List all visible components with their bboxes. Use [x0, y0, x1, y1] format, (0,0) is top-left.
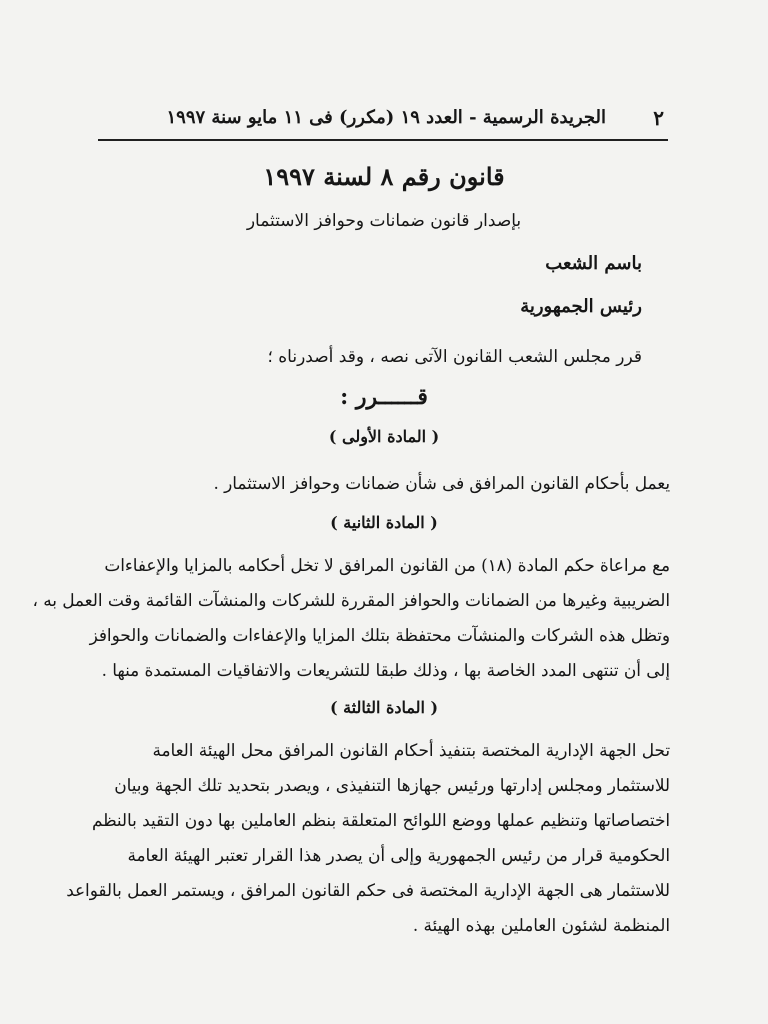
article-1-heading: ( المادة الأولى ) [328, 427, 440, 446]
in-name-of-people-heading: باسم الشعب [545, 253, 642, 274]
law-title: قانون رقم ٨ لسنة ١٩٩٧ [263, 162, 505, 191]
article-1-line: يعمل بأحكام القانون المرافق فى شأن ضمانات وحوافز الاستثمار . [213, 473, 670, 493]
article-3-heading: ( المادة الثالثة ) [329, 698, 439, 717]
article-3-line: اختصاصاتها وتنظيم عملها ووضع اللوائح المتعلقة بنظم العاملين بها دون التقيد بالنظم [91, 810, 670, 830]
president-heading: رئيس الجمهورية [520, 296, 642, 317]
article-2-line: الضريبية وغيرها من الضمانات والحوافز المقررة للشركات والمنشآت القائمة وقت العمل به ، [32, 590, 670, 610]
assembly-statement: قرر مجلس الشعب القانون الآتى نصه ، وقد أصدرناه ؛ [267, 347, 642, 367]
article-2-line: إلى أن تنتهى المدد الخاصة بها ، وذلك طبقا للتشريعات والاتفاقيات المستمدة منها . [101, 660, 670, 680]
decree-heading: قــــــرر : [340, 384, 428, 410]
article-3-line: للاستثمار ومجلس إدارتها ورئيس جهازها التنفيذى ، ويصدر بتحديد تلك الجهة وبيان [114, 775, 670, 795]
page-header [96, 106, 672, 134]
article-3-line: المنظمة لشئون العاملين بهذه الهيئة . [412, 915, 670, 935]
article-2-text [32, 548, 670, 688]
article-3-line: الحكومية قرار من رئيس الجمهورية وإلى أن يصدر هذا القرار تعتبر الهيئة العامة [127, 845, 670, 865]
article-3-line: تحل الجهة الإدارية المختصة بتنفيذ أحكام القانون المرافق محل الهيئة العامة [152, 740, 670, 760]
article-2-line: وتظل هذه الشركات والمنشآت محتفظة بتلك المزايا والإعفاءات والضمانات والحوافز [89, 625, 670, 645]
article-1-text [110, 466, 670, 501]
article-2-line: مع مراعاة حكم المادة (١٨) من القانون المرافق لا تخل أحكامه بالمزايا والإعفاءات [104, 555, 670, 575]
gazette-issue-line: الجريدة الرسمية - العدد ١٩ (مكرر) فى ١١ مايو سنة ١٩٩٧ [166, 107, 606, 128]
page-number: ٢ [653, 106, 664, 130]
law-subtitle: بإصدار قانون ضمانات وحوافز الاستثمار [246, 211, 522, 231]
header-divider [98, 139, 668, 141]
article-2-heading: ( المادة الثانية ) [330, 513, 438, 532]
article-3-line: للاستثمار هى الجهة الإدارية المختصة فى حكم القانون المرافق ، ويستمر العمل بالقواعد [66, 880, 670, 900]
article-3-text [66, 733, 670, 943]
